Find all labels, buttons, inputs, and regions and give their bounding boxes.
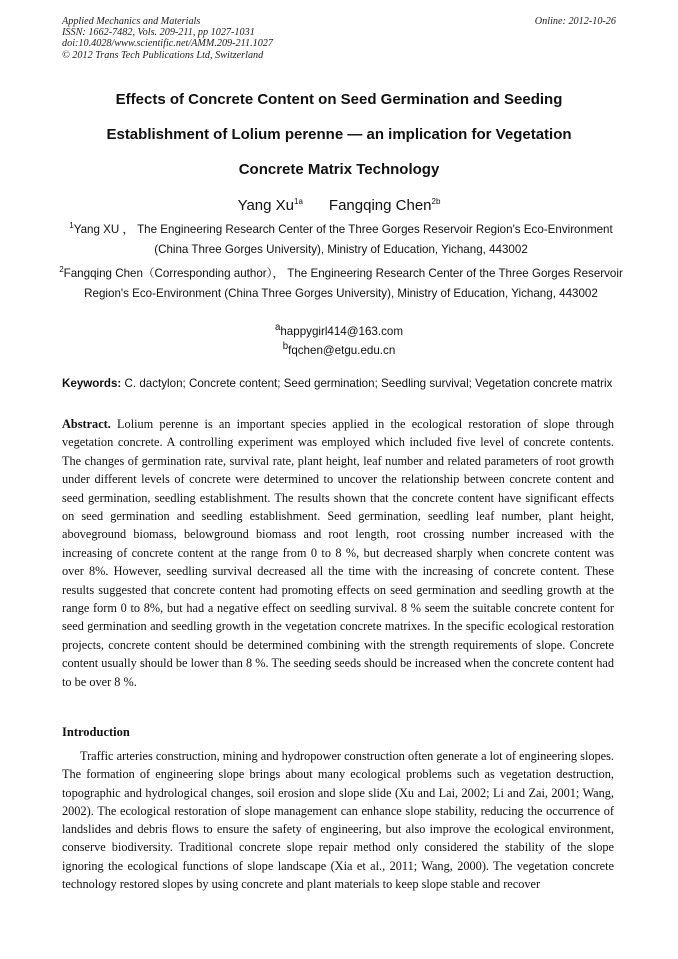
affiliation-2-marker: 2	[59, 265, 64, 275]
journal-info	[62, 16, 616, 61]
keywords-text: C. dactylon; Concrete content; Seed germination; Seedling survival; Vegetation concrete matrix	[124, 377, 613, 390]
affiliation-2-text: Fangqing Chen（Corresponding author）， The Engineering Research Center of the Three Gorges Reservoir Region's Eco-Environment (China Three Gorges University), Ministry of Education, Yichang, 443002	[63, 267, 623, 300]
abstract-section	[62, 415, 614, 691]
introduction-paragraph: Traffic arteries construction, mining and hydropower construction often generate a lot of engineering slopes. The formation of engineering slope brings about many ecological problems such as vegetation destruction, topographic and hydrological changes, soil erosion and slope slide (Xu and Lai, 2002; Li and Zai, 2001; Wang, 2002). The ecological restoration of slope management can enhance slope stability, reducing the occurrence of landslides and debris flows to ensure the safety of engineering, but also improve the ecological environment, conserve biodiversity. Traditional concrete slope repair method only considered the stability of the slope ignoring the ecological functions of slope landscape (Xia et al., 2011; Wang, 2000). The vegetation concrete technology restored slopes by using concrete and plant materials to keep slope stable and recover	[62, 749, 614, 892]
affiliation-1-marker: 1	[69, 221, 74, 231]
journal-header	[62, 16, 616, 61]
affiliation-1-text: Yang XU ， The Engineering Research Center of the Three Gorges Reservoir Region's Eco-Environment (China Three Gorges University), Ministry of Education, Yichang, 443002	[73, 223, 613, 256]
journal-copyright: © 2012 Trans Tech Publications Ltd, Switzerland	[62, 49, 264, 61]
online-date: Online: 2012-10-26	[534, 16, 616, 27]
title-line-3: Concrete Matrix Technology	[238, 161, 440, 178]
email-2	[40, 339, 638, 359]
email-1	[40, 320, 638, 340]
email-1-marker: a	[274, 322, 281, 333]
abstract-label: Abstract.	[62, 417, 111, 431]
keywords-section	[62, 375, 614, 392]
title-line-1: Effects of Concrete Content on Seed Germination and Seeding	[115, 91, 563, 108]
keywords-label: Keywords:	[62, 377, 122, 390]
title-line-2: Establishment of Lolium perenne — an implication for Vegetation	[106, 126, 572, 143]
email-1-address[interactable]: happygirl414@163.com	[280, 324, 403, 338]
author-2-name: Fangqing Chen	[328, 197, 432, 214]
author-1-name: Yang Xu	[237, 197, 295, 214]
affiliation-2	[58, 264, 624, 304]
affiliation-1	[58, 220, 624, 260]
author-2-marker: 2b	[431, 197, 441, 206]
email-2-address[interactable]: fqchen@etgu.edu.cn	[288, 343, 396, 357]
introduction-heading: Introduction	[62, 725, 130, 739]
abstract-text: Lolium perenne is an important species applied in the ecological restoration of slope through vegetation concrete. A controlling experiment was employed which included five level of concrete contents. The changes of germination rate, survival rate, plant height, leaf number and related parameters of root growth under different levels of concrete were determined to uncover the relationship between concrete content and seed germination, seedling establishment. The results shown that the concrete content have significant effects on seed germination and seedling establishment. Seed germination, seedling leaf number, plant height, aboveground biomass, belowground biomass and root length, root crossing number increased with the increasing of concrete content at the range from 0 to 8 %, but decreased sharply when concrete content was over 8%. However, seedling survival decreased all the time with the increasing of concrete content. These results suggested that concrete content had promoting effects on seed germination and seedling growth at the range form 0 to 8%, but had a negative effect on seedling survival. 8 % seem the suitable concrete content for seed germination and seedling growth in the vegetation concrete matrixes. In the specific ecological restoration projects, concrete content should be determined combining with the strength requirements of slope. Concrete content usually should be lower than 8 %. The seeding seeds should be increased when the concrete content had to be over 8 %.	[62, 417, 614, 689]
email-2-marker: b	[282, 341, 289, 352]
journal-issn: ISSN: 1662-7482, Vols. 209-211, pp 1027-1031	[62, 27, 255, 39]
author-1-marker: 1a	[294, 197, 303, 206]
journal-name: Applied Mechanics and Materials	[62, 16, 201, 27]
author-list	[40, 196, 638, 216]
journal-doi: doi:10.4028/www.scientific.net/AMM.209-211.1027	[62, 38, 273, 50]
